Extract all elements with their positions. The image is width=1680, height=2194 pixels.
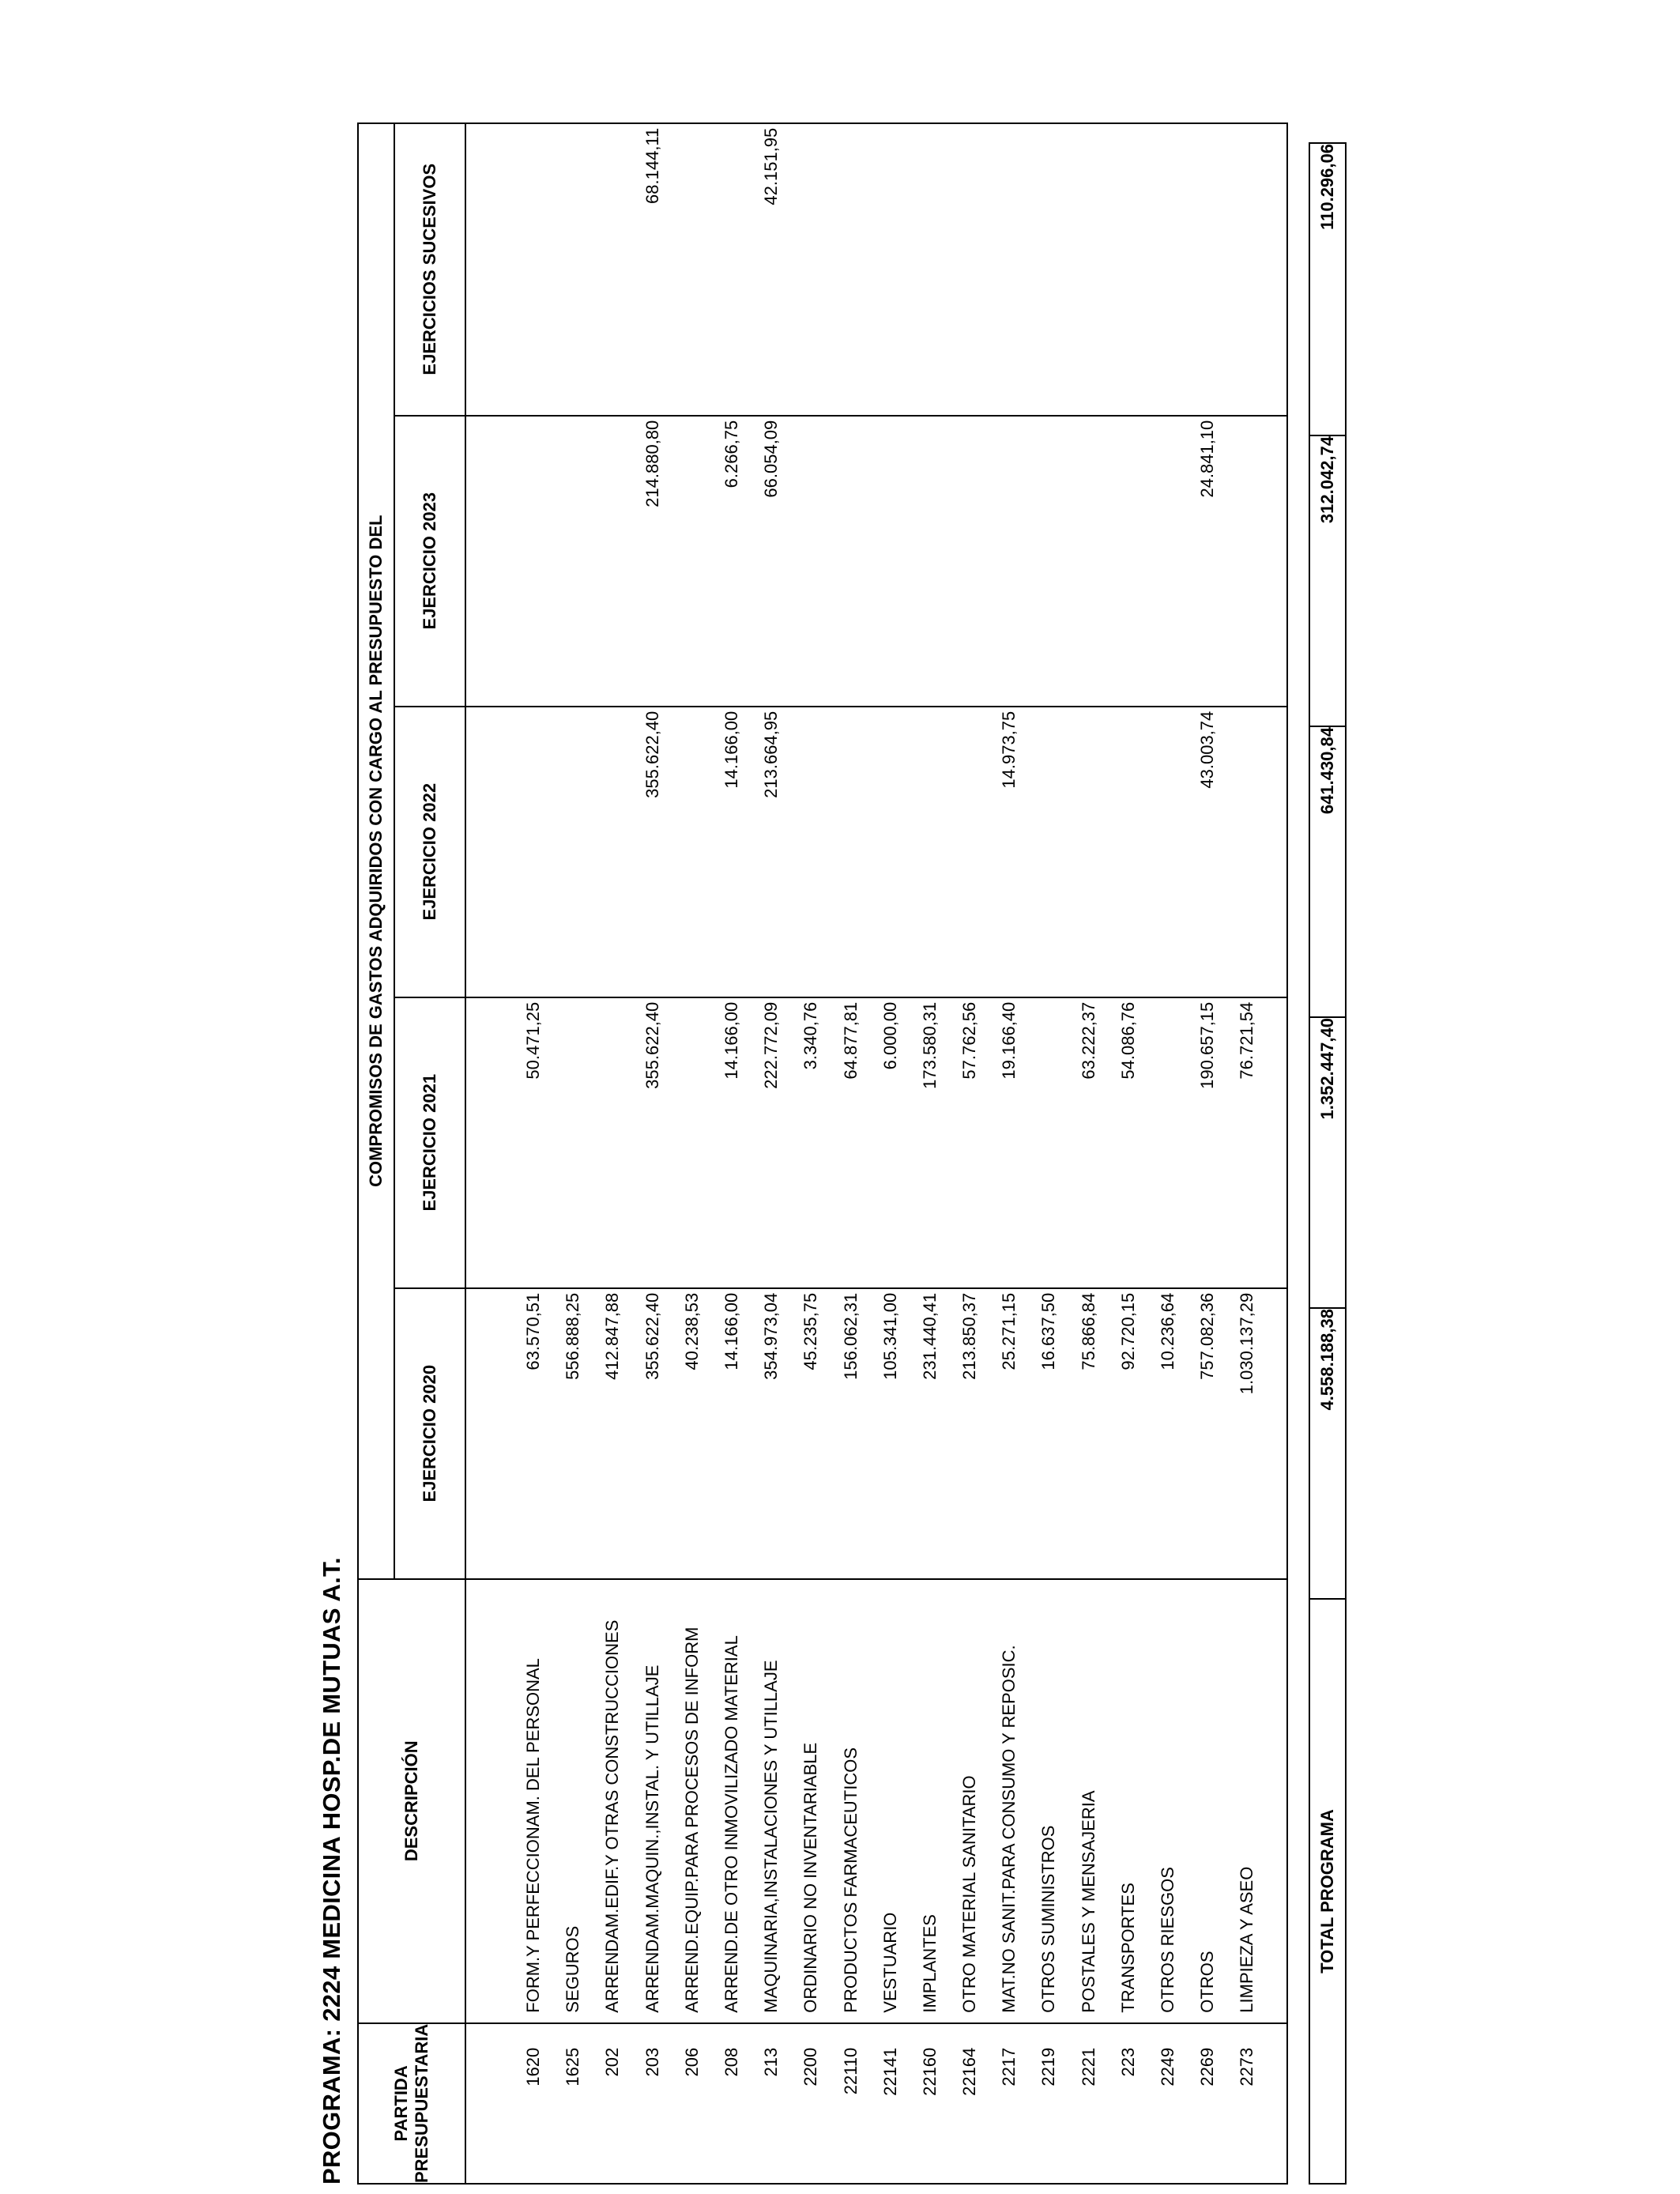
- cell-v2022: 213.664,95: [761, 711, 782, 798]
- cell-v2021: 3.340,76: [800, 1001, 821, 1070]
- cell-v2021: 355.622,40: [642, 1001, 662, 1089]
- cell-v2021: 63.222,37: [1078, 1001, 1098, 1080]
- cell-desc: OTROS SUMINISTROS: [1038, 1825, 1059, 2013]
- total-sucesivos: 110.296,06: [1309, 143, 1346, 435]
- cell-desc: MAQUINARIA,INSTALACIONES Y UTILLAJE: [761, 1660, 782, 2013]
- cell-code: 213: [761, 2047, 782, 2077]
- cell-v2020: 10.236,64: [1158, 1292, 1177, 1370]
- cell-v2021: 54.086,76: [1117, 1001, 1138, 1080]
- cell-v2020: 355.622,40: [642, 1292, 662, 1380]
- cell-code: 2269: [1197, 2047, 1218, 2087]
- cell-desc: ORDINARIO NO INVENTARIABLE: [800, 1742, 821, 2013]
- cell-v2021: [672, 998, 712, 1287]
- cell-vsuc: [1069, 124, 1109, 415]
- cell-v2023: [672, 417, 712, 706]
- total-row: [1309, 143, 1346, 2184]
- cell-vsuc: [553, 124, 593, 415]
- cell-vsuc: [1227, 124, 1267, 415]
- cell-v2021: 50.471,25: [523, 1001, 543, 1080]
- total-2022: 641.430,84: [1309, 726, 1346, 1017]
- cell-desc: ARRENDAM.EDIF.Y OTRAS CONSTRUCCIONES: [602, 1619, 623, 2013]
- cell-desc: POSTALES Y MENSAJERIA: [1078, 1790, 1098, 2013]
- column-2021: [465, 997, 1287, 1288]
- cell-v2020: 757.082,36: [1197, 1292, 1218, 1380]
- cell-code: 206: [681, 2047, 702, 2077]
- cell-v2021: [593, 998, 632, 1287]
- total-table: [1309, 142, 1347, 2185]
- cell-vsuc: [950, 124, 989, 415]
- cell-v2023: [831, 417, 871, 706]
- cell-v2021: 76.721,54: [1237, 1001, 1257, 1080]
- cell-v2023: 24.841,10: [1197, 420, 1218, 498]
- cell-code: 202: [602, 2047, 623, 2077]
- cell-desc: PRODUCTOS FARMACEUTICOS: [840, 1747, 861, 2013]
- cell-v2022: [1109, 707, 1148, 997]
- header-ejercicio-2021: EJERCICIO 2021: [394, 997, 465, 1288]
- table-body-row: [465, 123, 1287, 2184]
- cell-v2022: [831, 707, 871, 997]
- cell-code: 208: [721, 2047, 741, 2077]
- column-partida: [465, 2023, 1287, 2184]
- cell-desc: FORM.Y PERFECCIONAM. DEL PERSONAL: [523, 1658, 543, 2013]
- cell-v2023: 66.054,09: [761, 420, 782, 498]
- cell-code: 2273: [1237, 2047, 1257, 2087]
- total-label: TOTAL PROGRAMA: [1309, 1599, 1346, 2184]
- cell-v2020: 213.850,37: [959, 1292, 980, 1380]
- header-ejercicios-sucesivos: EJERCICIOS SUCESIVOS: [394, 123, 465, 416]
- cell-code: 22141: [880, 2047, 900, 2096]
- cell-desc: LIMPIEZA Y ASEO: [1237, 1866, 1257, 2013]
- cell-desc: OTROS RIESGOS: [1158, 1867, 1177, 2013]
- cell-v2023: 6.266,75: [721, 420, 741, 488]
- cell-v2020: 14.166,00: [721, 1292, 741, 1370]
- budget-table: [357, 123, 1288, 2185]
- cell-v2020: 92.720,15: [1117, 1292, 1138, 1370]
- cell-desc: IMPLANTES: [919, 1914, 940, 2013]
- cell-v2023: [1227, 417, 1267, 706]
- cell-v2023: 214.880,80: [642, 420, 662, 507]
- cell-code: 203: [642, 2047, 662, 2077]
- cell-v2023: [871, 417, 910, 706]
- cell-desc: OTRO MATERIAL SANITARIO: [959, 1775, 980, 2013]
- cell-desc: ARREND.EQUIP.PARA PROCESOS DE INFORM: [681, 1627, 702, 2013]
- cell-vsuc: [871, 124, 910, 415]
- cell-v2021: 6.000,00: [880, 1001, 900, 1070]
- cell-code: 2219: [1038, 2047, 1059, 2087]
- cell-code: 22164: [959, 2047, 980, 2096]
- cell-v2022: 14.166,00: [721, 711, 741, 789]
- cell-v2022: [1148, 707, 1188, 997]
- cell-vsuc: 68.144,11: [642, 127, 662, 204]
- page-title: PROGRAMA: 2224 MEDICINA HOSP.DE MUTUAS A.T.: [318, 1557, 345, 2185]
- cell-v2022: 43.003,74: [1197, 711, 1218, 789]
- cell-v2021: 64.877,81: [840, 1001, 861, 1080]
- cell-v2020: 105.341,00: [880, 1292, 900, 1380]
- cell-vsuc: [593, 124, 632, 415]
- cell-desc: VESTUARIO: [880, 1912, 900, 2013]
- cell-v2020: 556.888,25: [563, 1292, 583, 1380]
- header-ejercicio-2020: EJERCICIO 2020: [394, 1288, 465, 1579]
- header-ejercicio-2023: EJERCICIO 2023: [394, 416, 465, 707]
- cell-code: 1620: [523, 2047, 543, 2087]
- cell-vsuc: [1188, 124, 1227, 415]
- cell-v2022: [1227, 707, 1267, 997]
- cell-v2021: 57.762,56: [959, 1001, 980, 1080]
- cell-desc: OTROS: [1197, 1951, 1218, 2013]
- total-2020: 4.558.188,38: [1309, 1308, 1346, 1599]
- cell-vsuc: [831, 124, 871, 415]
- cell-v2020: 412.847,88: [602, 1292, 623, 1380]
- cell-v2021: 19.166,40: [999, 1001, 1019, 1080]
- cell-v2023: [1069, 417, 1109, 706]
- cell-vsuc: 42.151,95: [761, 127, 782, 205]
- cell-v2020: 63.570,51: [523, 1292, 543, 1370]
- total-2023: 312.042,74: [1309, 435, 1346, 726]
- cell-v2023: [910, 417, 950, 706]
- cell-vsuc: [712, 124, 751, 415]
- cell-desc: MAT.NO SANIT.PARA CONSUMO Y REPOSIC.: [999, 1645, 1019, 2013]
- cell-code: 2249: [1158, 2047, 1177, 2087]
- cell-v2022: [910, 707, 950, 997]
- cell-v2023: [593, 417, 632, 706]
- cell-desc: TRANSPORTES: [1117, 1883, 1138, 2013]
- column-descripcion: [465, 1579, 1287, 2023]
- header-partida: PARTIDA PRESUPUESTARIA: [358, 2023, 465, 2184]
- column-2020: [465, 1288, 1287, 1579]
- header-row-top: [358, 123, 394, 2184]
- cell-v2021: [1029, 998, 1068, 1287]
- cell-v2021: 222.772,09: [761, 1001, 782, 1089]
- cell-desc: ARREND.DE OTRO INMOVILIZADO MATERIAL: [721, 1635, 741, 2013]
- header-group: COMPROMISOS DE GASTOS ADQUIRIDOS CON CARGO AL PRESUPUESTO DEL: [358, 123, 394, 1579]
- cell-v2022: [514, 707, 553, 997]
- cell-vsuc: [1029, 124, 1068, 415]
- cell-v2020: 45.235,75: [800, 1292, 821, 1370]
- cell-code: 1625: [563, 2047, 583, 2087]
- cell-v2022: [1069, 707, 1109, 997]
- cell-vsuc: [910, 124, 950, 415]
- cell-v2020: 16.637,50: [1038, 1292, 1059, 1370]
- cell-v2022: [950, 707, 989, 997]
- cell-v2022: [593, 707, 632, 997]
- cell-v2023: [553, 417, 593, 706]
- header-descripcion: DESCRIPCIÓN: [358, 1579, 465, 2023]
- cell-vsuc: [989, 124, 1029, 415]
- cell-v2020: 156.062,31: [840, 1292, 861, 1380]
- cell-vsuc: [1148, 124, 1188, 415]
- cell-v2022: [871, 707, 910, 997]
- cell-v2023: [950, 417, 989, 706]
- cell-vsuc: [791, 124, 831, 415]
- cell-v2022: 14.973,75: [999, 711, 1019, 789]
- column-2023: [465, 416, 1287, 707]
- cell-v2020: 75.866,84: [1078, 1292, 1098, 1370]
- cell-v2023: [791, 417, 831, 706]
- cell-v2022: [1029, 707, 1068, 997]
- cell-v2022: [553, 707, 593, 997]
- cell-desc: ARRENDAM.MAQUIN.,INSTAL. Y UTILLAJE: [642, 1664, 662, 2013]
- column-sucesivos: [465, 123, 1287, 416]
- cell-code: 22110: [840, 2047, 861, 2095]
- cell-code: 223: [1117, 2047, 1138, 2077]
- cell-vsuc: [1109, 124, 1148, 415]
- cell-v2020: 40.238,53: [681, 1292, 702, 1370]
- cell-v2023: [1109, 417, 1148, 706]
- cell-v2023: [514, 417, 553, 706]
- cell-vsuc: [514, 124, 553, 415]
- cell-v2023: [989, 417, 1029, 706]
- cell-v2021: 14.166,00: [721, 1001, 741, 1080]
- cell-v2020: 354.973,04: [761, 1292, 782, 1380]
- cell-v2021: [1148, 998, 1188, 1287]
- cell-v2022: [672, 707, 712, 997]
- cell-v2020: 25.271,15: [999, 1292, 1019, 1370]
- cell-v2021: 173.580,31: [919, 1001, 940, 1089]
- column-2022: [465, 707, 1287, 997]
- cell-v2020: 1.030.137,29: [1237, 1292, 1257, 1395]
- cell-code: 2200: [800, 2047, 821, 2087]
- cell-vsuc: [672, 124, 712, 415]
- cell-desc: SEGUROS: [563, 1925, 583, 2013]
- cell-code: 2217: [999, 2047, 1019, 2087]
- total-2021: 1.352.447,40: [1309, 1017, 1346, 1308]
- cell-v2021: [553, 998, 593, 1287]
- cell-v2023: [1029, 417, 1068, 706]
- cell-code: 22160: [919, 2047, 940, 2096]
- cell-code: 2221: [1078, 2047, 1098, 2087]
- cell-v2020: 231.440,41: [919, 1292, 940, 1380]
- cell-v2022: 355.622,40: [642, 711, 662, 798]
- cell-v2023: [1148, 417, 1188, 706]
- header-ejercicio-2022: EJERCICIO 2022: [394, 707, 465, 997]
- cell-v2021: 190.657,15: [1197, 1001, 1218, 1089]
- cell-v2022: [791, 707, 831, 997]
